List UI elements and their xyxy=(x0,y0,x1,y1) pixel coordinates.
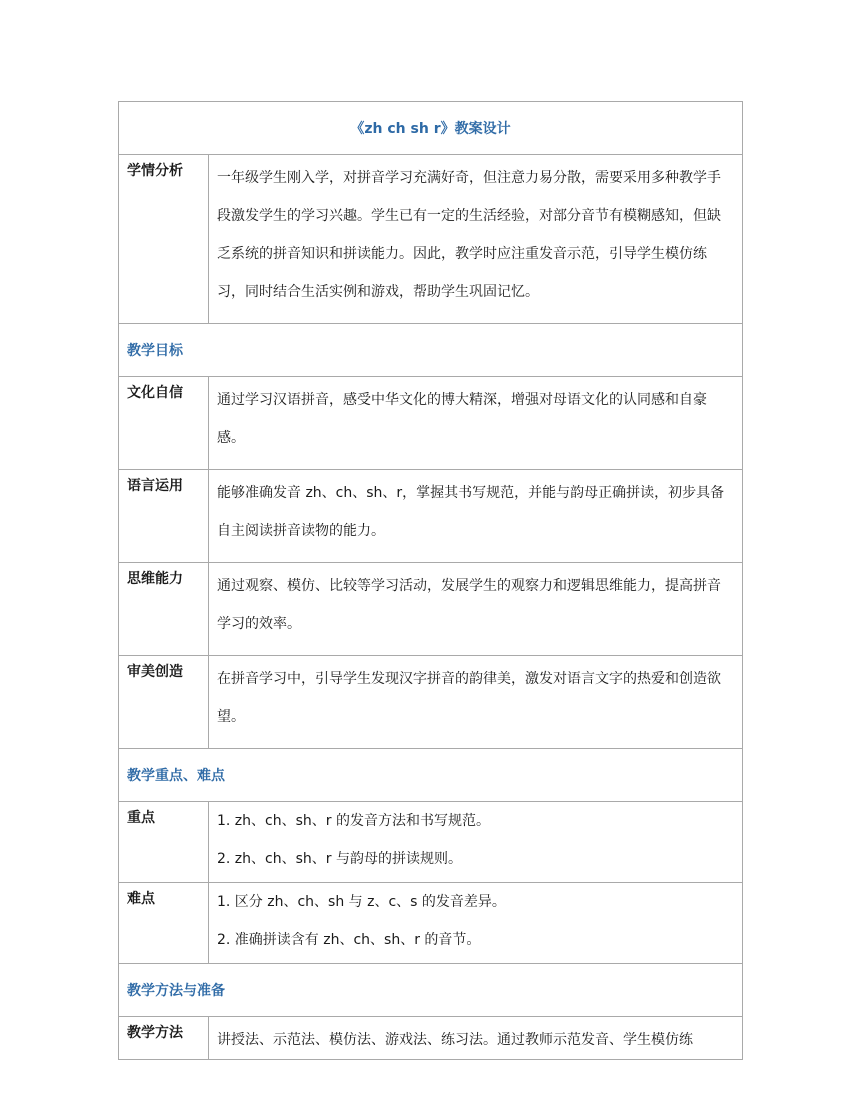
key-points-row xyxy=(119,802,743,883)
goal-row xyxy=(119,470,743,563)
difficult-points-row xyxy=(119,883,743,964)
goal-text: 在拼音学习中，引导学生发现汉字拼音的韵律美，激发对语言文字的热爱和创造欲望。 xyxy=(209,656,743,749)
goal-label: 思维能力 xyxy=(119,563,209,656)
goal-label: 文化自信 xyxy=(119,377,209,470)
goal-label: 审美创造 xyxy=(119,656,209,749)
focus-section-row xyxy=(119,749,743,802)
goal-row xyxy=(119,563,743,656)
list-item: 2. 准确拼读含有 zh、ch、sh、r 的音节。 xyxy=(217,932,481,948)
analysis-row xyxy=(119,155,743,324)
difficult-points-list xyxy=(209,883,743,964)
methods-row xyxy=(119,1017,743,1060)
key-points-list xyxy=(209,802,743,883)
analysis-text: 一年级学生刚入学，对拼音学习充满好奇，但注意力易分散，需要采用多种教学手段激发学生的学习兴趣。学生已有一定的生活经验，对部分音节有模糊感知，但缺乏系统的拼音知识和拼读能力。因此，教学时应注重发音示范，引导学生模仿练习，同时结合生活实例和游戏，帮助学生巩固记忆。 xyxy=(209,155,743,324)
key-points-label: 重点 xyxy=(119,802,209,883)
lesson-plan-table xyxy=(118,101,743,1060)
goal-row xyxy=(119,656,743,749)
methods-label: 教学方法 xyxy=(119,1017,209,1060)
list-item: 2. zh、ch、sh、r 与韵母的拼读规则。 xyxy=(217,851,462,867)
difficult-points-label: 难点 xyxy=(119,883,209,964)
goals-heading: 教学目标 xyxy=(119,324,743,377)
methods-section-row xyxy=(119,964,743,1017)
goal-text: 通过观察、模仿、比较等学习活动，发展学生的观察力和逻辑思维能力，提高拼音学习的效率。 xyxy=(209,563,743,656)
focus-heading: 教学重点、难点 xyxy=(119,749,743,802)
list-item: 1. 区分 zh、ch、sh 与 z、c、s 的发音差异。 xyxy=(217,894,506,910)
goal-label: 语言运用 xyxy=(119,470,209,563)
goal-text: 通过学习汉语拼音，感受中华文化的博大精深，增强对母语文化的认同感和自豪感。 xyxy=(209,377,743,470)
analysis-label: 学情分析 xyxy=(119,155,209,324)
list-item: 1. zh、ch、sh、r 的发音方法和书写规范。 xyxy=(217,813,490,829)
document-title: 《zh ch sh r》教案设计 xyxy=(119,102,743,155)
methods-text: 讲授法、示范法、模仿法、游戏法、练习法。通过教师示范发音、学生模仿练 xyxy=(209,1017,743,1060)
goal-row xyxy=(119,377,743,470)
title-row xyxy=(119,102,743,155)
goal-text: 能够准确发音 zh、ch、sh、r，掌握其书写规范，并能与韵母正确拼读，初步具备自主阅读拼音读物的能力。 xyxy=(209,470,743,563)
goals-section-row xyxy=(119,324,743,377)
methods-heading: 教学方法与准备 xyxy=(119,964,743,1017)
